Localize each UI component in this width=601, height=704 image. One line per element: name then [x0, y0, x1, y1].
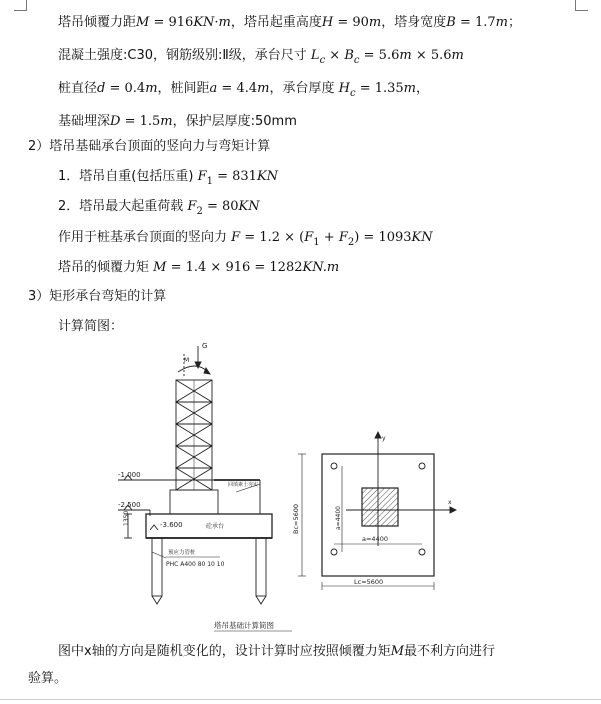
math-sub: c [349, 87, 356, 99]
figure-caption: 塔吊基础计算简图 [214, 621, 274, 630]
pile-circle [331, 463, 337, 469]
text: ； [508, 15, 522, 30]
math-num: = 1.7 [455, 15, 496, 30]
g-label: G [202, 342, 208, 350]
math-unit: m [145, 81, 158, 96]
math-num: = 80 [202, 199, 239, 214]
math-num: = 1.4 × 916 = 1282 [166, 260, 303, 275]
math-unit: m [399, 48, 412, 63]
soil-label: 回填素土夯实 [228, 482, 259, 488]
math-op: + [319, 230, 339, 245]
direction-note-line-1 [58, 643, 495, 661]
math-var: B [344, 48, 354, 63]
param-line-3 [58, 80, 429, 103]
math-unit: m [495, 15, 508, 30]
pedestal [170, 490, 218, 514]
pile-circle [419, 463, 425, 469]
elev-label-1: -1.000 [118, 471, 141, 479]
pile-tip [256, 596, 266, 604]
math-unit: m [403, 81, 416, 96]
y-axis-head [375, 432, 381, 438]
math-unit: KN [256, 169, 279, 184]
math-unit: KN.m [302, 260, 340, 275]
page-bottom-edge [0, 699, 601, 700]
math-var: H [321, 15, 334, 30]
pile-circle [331, 549, 337, 555]
y-label: y [382, 435, 386, 442]
plan-view [298, 432, 456, 590]
thickness-label: 1350 [123, 510, 130, 526]
math-sub: c [319, 54, 326, 66]
math-sub: 1 [206, 175, 213, 187]
math-op: × [325, 48, 345, 63]
math-num: = 831 [212, 169, 257, 184]
math-num: ) = 1093 [354, 230, 412, 245]
elevation-labels [118, 342, 258, 568]
text: 2．塔吊最大起重荷载 [58, 199, 188, 214]
math-num: × 5.6 [411, 48, 452, 63]
overturning-moment-line [58, 259, 339, 277]
text: ， [416, 81, 430, 96]
text: ，保护层厚度:50mm [172, 114, 297, 129]
math-unit: m [368, 15, 382, 30]
math-sub: c [353, 54, 360, 66]
math-unit: KN·m [193, 15, 231, 30]
section-heading-2: 2）塔吊基础承台顶面的竖向力与弯矩计算 [28, 139, 271, 154]
vertical-force-line [58, 229, 433, 252]
cap-label: 砼承台 [206, 523, 225, 530]
math-num: = 5.6 [359, 48, 400, 63]
math-var: F [338, 230, 348, 245]
text: 作用于桩基承台顶面的竖向力 [58, 230, 232, 245]
param-line-2 [58, 47, 464, 70]
math-sub: 2 [196, 205, 203, 217]
math-var: D [110, 114, 121, 129]
math-unit: KN [411, 230, 433, 245]
direction-note-line-2: 验算。 [28, 671, 68, 686]
pile-right [256, 538, 266, 596]
x-axis-head [450, 507, 456, 513]
math-var: F [304, 230, 314, 245]
math-var: d [97, 81, 106, 96]
pile-title: 预应力管桩 [168, 550, 196, 556]
math-sub: 1 [313, 236, 320, 248]
param-line-4 [58, 113, 297, 131]
page-corner-mark [575, 0, 588, 11]
page-corner-mark [14, 0, 27, 11]
text: 基础埋深 [58, 114, 111, 129]
math-num: = 1.5 [120, 114, 161, 129]
bc-label: Bc=5600 [292, 503, 300, 534]
text: ，桩间距 [157, 81, 210, 96]
text: 塔吊倾覆力距 [58, 15, 137, 30]
pile-tip [152, 596, 162, 604]
text: 图中x轴的方向是随机变化的，设计计算时应按照倾覆力矩 [58, 644, 391, 659]
text: 桩直径 [58, 81, 98, 96]
text: 塔吊的倾覆力矩 [58, 260, 154, 275]
math-var: L [310, 48, 320, 63]
text: ，塔吊起重高度 [230, 15, 322, 30]
item-max-load [58, 198, 260, 221]
math-var: F [231, 230, 241, 245]
math-unit: m [257, 81, 270, 96]
text: 最不利方向进行 [404, 644, 496, 659]
math-var: B [446, 15, 456, 30]
text: ，承台厚度 [269, 81, 339, 96]
math-num: = 1.2 × ( [240, 230, 305, 245]
calc-diagram-label: 计算简图： [58, 319, 124, 334]
math-num: = 1.35 [355, 81, 404, 96]
math-unit: KN [238, 199, 260, 214]
text: 1．塔吊自重(包括压重) [58, 169, 198, 184]
a-horiz-label: a=4400 [362, 535, 388, 543]
math-var: H [338, 81, 350, 96]
math-var: F [187, 199, 197, 214]
math-var: F [197, 169, 207, 184]
item-self-weight [58, 168, 278, 191]
param-line-1 [58, 14, 521, 32]
elev-marker [150, 525, 158, 530]
math-var: M [390, 644, 405, 659]
elev-label-2: -2.500 [118, 501, 141, 509]
math-var: M [153, 260, 167, 275]
math-var: a [209, 81, 218, 96]
m-label: M [184, 357, 190, 364]
a-vert-label: a=4400 [335, 506, 342, 530]
math-var: M [136, 15, 150, 30]
pile-left [152, 538, 162, 596]
section-heading-3: 3）矩形承台弯矩的计算 [28, 289, 167, 304]
pile-spec: PHC A400 80 10 10 [166, 561, 225, 568]
math-unit: m [160, 114, 173, 129]
math-unit: m [451, 48, 464, 63]
math-num: = 90 [333, 15, 369, 30]
tower-footprint [362, 488, 398, 526]
math-num: = 0.4 [105, 81, 146, 96]
calc-diagram [110, 338, 470, 638]
math-num: = 4.4 [217, 81, 258, 96]
math-sub: 2 [347, 236, 355, 248]
text: ，塔身宽度 [381, 15, 447, 30]
text: 混凝土强度:C30，钢筋级别:Ⅱ级，承台尺寸 [58, 48, 311, 63]
lc-label: Lc=5600 [354, 578, 384, 586]
pile-leader [152, 552, 166, 558]
pile-circle [419, 549, 425, 555]
moment-arc [178, 366, 208, 372]
math-num: = 916 [149, 15, 194, 30]
elev-label-3: -3.600 [160, 521, 183, 529]
x-label: x [448, 499, 452, 506]
